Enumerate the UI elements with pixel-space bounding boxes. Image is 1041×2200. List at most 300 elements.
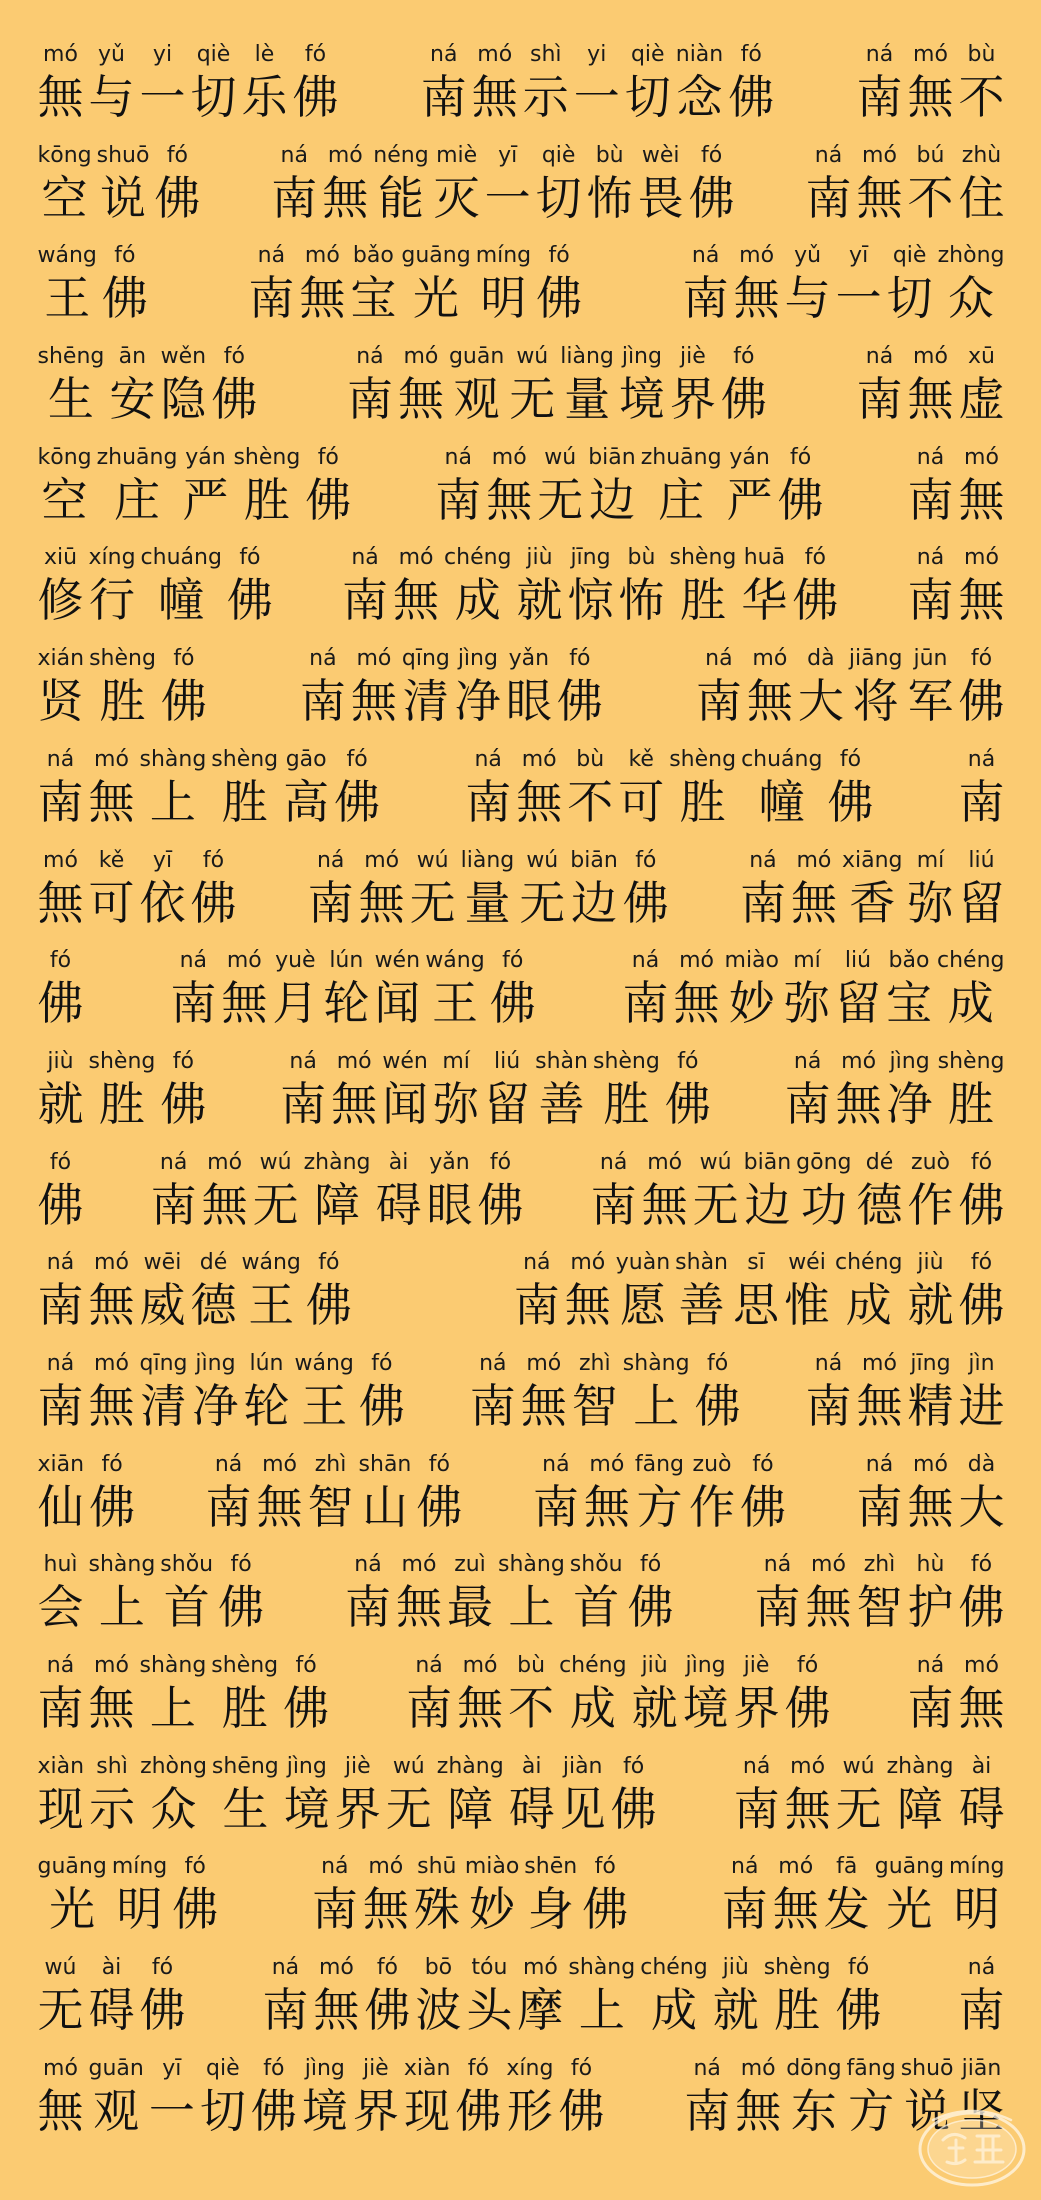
ruby-cell xyxy=(530,1450,581,1534)
ruby-cell xyxy=(588,1148,639,1232)
text-line xyxy=(35,342,1007,443)
ruby-cell xyxy=(638,443,724,527)
hanzi-character: 南 xyxy=(958,774,1005,829)
ruby-cell xyxy=(203,1450,254,1534)
ruby-cell xyxy=(418,40,469,124)
ruby-cell xyxy=(340,543,391,627)
pinyin-syllable: shēng xyxy=(37,344,105,370)
ruby-cell xyxy=(833,946,884,1030)
hanzi-character: 善 xyxy=(678,1278,725,1333)
ruby-cell xyxy=(639,1148,690,1232)
hanzi-character: 一 xyxy=(484,170,531,225)
ruby-cell xyxy=(371,141,431,225)
ruby-cell xyxy=(956,141,1007,225)
ruby-cell xyxy=(761,1953,833,2037)
pinyin-syllable: dé xyxy=(199,1250,228,1276)
hanzi-character: 無 xyxy=(358,875,405,930)
pinyin-syllable: mó xyxy=(811,1552,846,1578)
pinyin-syllable: xiàn xyxy=(403,2055,451,2081)
pinyin-syllable: ná xyxy=(731,1854,759,1880)
hanzi-character: 南 xyxy=(262,1983,309,2038)
ruby-cell xyxy=(569,1349,620,1433)
ruby-cell xyxy=(770,1852,821,1936)
hanzi-character: 量 xyxy=(564,372,611,427)
pinyin-syllable: jiù xyxy=(917,1250,944,1276)
pinyin-syllable: yī xyxy=(498,142,518,168)
pinyin-syllable: mó xyxy=(752,646,788,672)
hanzi-character: 上 xyxy=(149,1681,196,1735)
pinyin-syllable: shēng xyxy=(211,1753,279,1779)
pinyin-syllable: fó xyxy=(230,1552,252,1578)
pinyin-syllable: mó xyxy=(318,1955,354,1981)
ruby-cell xyxy=(86,1953,137,2037)
hanzi-character: 胜 xyxy=(948,1076,995,1131)
hanzi-character: 首 xyxy=(573,1580,620,1635)
hanzi-character: 無 xyxy=(299,271,346,326)
ruby-cell xyxy=(782,1248,833,1332)
hanzi-character: 無 xyxy=(907,70,954,124)
ruby-cell xyxy=(399,241,473,325)
pinyin-syllable: mó xyxy=(526,1350,562,1376)
pinyin-syllable: ná xyxy=(793,1048,822,1074)
pinyin-syllable: ná xyxy=(523,1250,551,1276)
hanzi-character: 無 xyxy=(746,674,793,729)
ruby-cell xyxy=(514,745,565,829)
pinyin-syllable: fó xyxy=(970,1149,993,1175)
ruby-cell xyxy=(580,1852,631,1936)
hanzi-character: 佛 xyxy=(139,1983,186,2038)
ruby-cell xyxy=(431,1047,482,1131)
ruby-cell xyxy=(956,1148,1007,1232)
buddha-name-phrase xyxy=(35,1852,221,1936)
ruby-cell xyxy=(35,1752,87,1836)
hanzi-character: 作 xyxy=(689,1479,736,1534)
ruby-cell xyxy=(99,241,150,325)
ruby-cell xyxy=(395,342,446,426)
pinyin-syllable: dōng xyxy=(786,2055,842,2081)
hanzi-character: 德 xyxy=(190,1278,237,1333)
pinyin-syllable: liú xyxy=(494,1048,521,1074)
pinyin-syllable: mó xyxy=(964,1653,999,1678)
hanzi-character: 众 xyxy=(948,271,995,326)
ruby-cell xyxy=(35,2054,86,2138)
ruby-cell xyxy=(833,1752,884,1836)
ruby-cell xyxy=(348,644,399,728)
hanzi-character: 無 xyxy=(805,1580,852,1635)
hanzi-character: 南 xyxy=(346,372,393,427)
pinyin-syllable: fó xyxy=(202,847,225,873)
buddha-name-phrase xyxy=(35,1651,332,1735)
hanzi-character: 佛 xyxy=(37,1177,84,1232)
buddha-name-phrase xyxy=(269,141,737,225)
hanzi-character: 佛 xyxy=(582,1882,629,1937)
hanzi-character: 上 xyxy=(633,1378,680,1433)
ruby-cell xyxy=(854,141,905,225)
hanzi-character: 南 xyxy=(150,1177,197,1232)
pinyin-syllable: jiàn xyxy=(562,1753,603,1779)
ruby-cell xyxy=(533,141,584,225)
ruby-cell xyxy=(825,745,876,829)
pinyin-syllable: ná xyxy=(289,1048,317,1074)
hanzi-character: 众 xyxy=(150,1781,197,1836)
ruby-cell xyxy=(905,1248,956,1332)
pinyin-syllable: mó xyxy=(679,948,714,974)
ruby-cell xyxy=(803,1349,854,1433)
ruby-cell xyxy=(362,1953,413,2037)
hanzi-character: 無 xyxy=(221,976,268,1031)
text-line xyxy=(35,1752,1007,1853)
hanzi-character: 南 xyxy=(37,774,84,829)
pinyin-syllable: shuō xyxy=(96,142,150,168)
pinyin-syllable: ná xyxy=(542,1451,570,1477)
pinyin-syllable: mí xyxy=(442,1048,470,1074)
hanzi-character: 無 xyxy=(784,1781,831,1836)
hanzi-character: 留 xyxy=(484,1076,531,1131)
ruby-cell xyxy=(462,1852,521,1936)
pinyin-syllable: guāng xyxy=(37,1854,107,1880)
ruby-cell xyxy=(231,443,303,527)
hanzi-character: 無 xyxy=(856,170,903,225)
ruby-cell xyxy=(281,1651,332,1735)
ruby-cell xyxy=(935,241,1007,325)
ruby-cell xyxy=(197,2054,248,2138)
ruby-cell xyxy=(506,1651,557,1735)
hanzi-character: 無 xyxy=(958,472,1005,527)
hanzi-character: 佛 xyxy=(792,573,839,628)
ruby-cell xyxy=(731,1651,782,1735)
pinyin-syllable: wáng xyxy=(294,1350,354,1376)
hanzi-character: 南 xyxy=(682,271,729,326)
ruby-cell xyxy=(248,2054,299,2138)
pinyin-syllable: mó xyxy=(841,1048,877,1074)
hanzi-character: 可 xyxy=(88,875,135,930)
ruby-cell xyxy=(241,1349,292,1433)
hanzi-character: 幢 xyxy=(158,573,205,628)
pinyin-syllable: jiù xyxy=(47,1048,74,1074)
hanzi-character: 無 xyxy=(907,372,954,427)
ruby-cell xyxy=(35,1349,86,1433)
ruby-cell xyxy=(511,1248,562,1332)
ruby-cell xyxy=(956,1550,1007,1634)
hanzi-character: 现 xyxy=(37,1781,84,1836)
pinyin-syllable: mó xyxy=(522,1955,558,1981)
ruby-cell xyxy=(452,644,503,728)
hanzi-character: 边 xyxy=(588,472,635,527)
ruby-cell xyxy=(833,1248,905,1332)
ruby-cell xyxy=(956,846,1007,930)
ruby-cell xyxy=(311,1953,362,2037)
ruby-cell xyxy=(482,1047,533,1131)
pinyin-syllable: bù xyxy=(967,42,996,67)
hanzi-character: 無 xyxy=(256,1479,303,1534)
ruby-cell xyxy=(216,1550,267,1634)
pinyin-syllable: mó xyxy=(570,1250,606,1276)
hanzi-character: 佛 xyxy=(958,1177,1005,1232)
ruby-cell xyxy=(455,1651,506,1735)
ruby-cell xyxy=(692,1349,743,1433)
hanzi-character: 無 xyxy=(322,170,369,225)
pinyin-syllable: shèng xyxy=(763,1955,831,1981)
hanzi-character: 方 xyxy=(636,1479,683,1534)
hanzi-character: 南 xyxy=(733,1781,780,1836)
hanzi-character: 成 xyxy=(454,573,501,628)
pinyin-syllable: mó xyxy=(226,948,262,974)
hanzi-character: 南 xyxy=(754,1580,801,1635)
ruby-cell xyxy=(905,1550,956,1634)
pinyin-syllable: fó xyxy=(304,42,327,67)
ruby-cell xyxy=(239,1248,303,1332)
pinyin-syllable: yuàn xyxy=(615,1250,671,1276)
pinyin-syllable: wén xyxy=(374,948,421,974)
buddha-name-phrase xyxy=(35,644,209,728)
ruby-cell xyxy=(782,1752,833,1836)
hanzi-character: 护 xyxy=(907,1580,954,1635)
hanzi-character: 佛 xyxy=(37,976,84,1031)
ruby-cell xyxy=(209,342,260,426)
hanzi-character: 智 xyxy=(307,1479,354,1534)
ruby-cell xyxy=(956,1651,1007,1735)
hanzi-character: 依 xyxy=(139,875,186,930)
ruby-cell xyxy=(35,745,86,829)
ruby-cell xyxy=(821,1852,872,1936)
ruby-cell xyxy=(625,1550,676,1634)
ruby-cell xyxy=(782,1651,833,1735)
hanzi-character: 成 xyxy=(845,1278,892,1333)
hanzi-character: 南 xyxy=(170,976,217,1031)
ruby-cell xyxy=(109,1852,169,1936)
hanzi-character: 首 xyxy=(163,1580,210,1635)
pinyin-syllable: miào xyxy=(724,948,779,974)
buddha-name-phrase xyxy=(588,1148,1007,1232)
hanzi-character: 南 xyxy=(513,1278,560,1333)
hanzi-character: 無 xyxy=(313,1983,360,2038)
pinyin-syllable: wú xyxy=(544,444,577,470)
ruby-cell xyxy=(518,1349,569,1433)
hanzi-character: 无 xyxy=(692,1177,739,1232)
ruby-cell xyxy=(638,1953,710,2037)
ruby-cell xyxy=(209,1752,281,1836)
pinyin-syllable: shuō xyxy=(900,2055,954,2081)
ruby-cell xyxy=(158,342,209,426)
ruby-cell xyxy=(884,241,935,325)
pinyin-syllable: guān xyxy=(88,2055,144,2081)
pinyin-syllable: fó xyxy=(184,1854,206,1880)
text-line xyxy=(35,1349,1007,1450)
pinyin-syllable: fó xyxy=(239,545,261,571)
buddha-name-phrase xyxy=(731,1752,1007,1836)
ruby-cell xyxy=(86,1047,158,1131)
buddha-name-phrase xyxy=(35,1752,659,1836)
hanzi-character: 無 xyxy=(790,875,837,930)
ruby-cell xyxy=(158,1047,209,1131)
pinyin-syllable: kě xyxy=(628,746,654,772)
hanzi-character: 虚 xyxy=(958,372,1005,427)
hanzi-character: 佛 xyxy=(218,1580,265,1635)
pinyin-syllable: jūn xyxy=(913,646,948,672)
ruby-cell xyxy=(35,1248,86,1332)
ruby-cell xyxy=(332,745,383,829)
pinyin-syllable: yán xyxy=(185,444,226,470)
text-line xyxy=(35,543,1007,644)
pinyin-syllable: wú xyxy=(516,344,549,370)
pinyin-syllable: fó xyxy=(114,243,136,269)
pinyin-syllable: jiāng xyxy=(848,646,903,672)
hanzi-character: 胜 xyxy=(679,774,726,829)
pinyin-syllable: fó xyxy=(569,646,591,672)
ruby-cell xyxy=(571,40,622,124)
pinyin-syllable: ná xyxy=(693,2055,721,2081)
ruby-cell xyxy=(662,1047,713,1131)
pinyin-syllable: fó xyxy=(49,948,72,974)
hanzi-character: 王 xyxy=(432,976,478,1031)
pinyin-syllable: ài xyxy=(101,1955,122,1981)
hanzi-character: 无 xyxy=(519,875,566,930)
pinyin-syllable: ná xyxy=(865,42,894,67)
hanzi-character: 佛 xyxy=(305,1278,352,1333)
ruby-cell xyxy=(632,1450,686,1534)
ruby-cell xyxy=(504,2054,556,2138)
hanzi-character: 佛 xyxy=(627,1580,674,1635)
hanzi-character: 眼 xyxy=(426,1177,473,1232)
ruby-cell xyxy=(35,40,86,124)
buddha-name-phrase xyxy=(956,1953,1007,2037)
pinyin-syllable: wú xyxy=(416,847,449,873)
ruby-cell xyxy=(413,1953,464,2037)
hanzi-character: 生 xyxy=(47,372,94,427)
hanzi-character: 境 xyxy=(682,1681,729,1735)
pinyin-syllable: mó xyxy=(796,847,832,873)
hanzi-character: 佛 xyxy=(416,1479,463,1534)
ruby-cell xyxy=(567,1550,625,1634)
ruby-cell xyxy=(947,1852,1007,1936)
buddha-name-phrase xyxy=(782,1047,1007,1131)
pinyin-syllable: zuì xyxy=(454,1552,486,1578)
ruby-cell xyxy=(35,443,94,527)
ruby-cell xyxy=(190,1349,241,1433)
pinyin-syllable: mó xyxy=(356,646,392,672)
buddha-name-phrase xyxy=(905,543,1007,627)
hanzi-character: 佛 xyxy=(250,2083,297,2138)
pinyin-syllable: guāng xyxy=(401,243,471,269)
ruby-cell xyxy=(199,1148,250,1232)
hanzi-character: 無 xyxy=(362,1882,409,1937)
pinyin-syllable: fó xyxy=(640,1552,662,1578)
pinyin-syllable: jiù xyxy=(722,1955,749,1981)
hanzi-character: 碍 xyxy=(508,1781,555,1836)
ruby-cell xyxy=(680,241,731,325)
pinyin-syllable: fó xyxy=(263,2055,285,2081)
hanzi-character: 留 xyxy=(958,875,1005,930)
pinyin-syllable: mó xyxy=(862,1350,897,1376)
pinyin-syllable: wú xyxy=(44,1955,77,1981)
hanzi-character: 佛 xyxy=(305,472,352,527)
pinyin-syllable: fó xyxy=(752,1451,774,1477)
ruby-cell xyxy=(739,745,825,829)
pinyin-syllable: mó xyxy=(589,1451,625,1477)
hanzi-character: 佛 xyxy=(358,1378,405,1433)
buddha-name-phrase xyxy=(35,241,150,325)
buddha-name-phrase xyxy=(693,644,1007,728)
hanzi-character: 南 xyxy=(805,1378,852,1433)
hanzi-character: 上 xyxy=(149,774,196,829)
pinyin-syllable: fāng xyxy=(846,2055,896,2081)
pinyin-syllable: ná xyxy=(865,1451,894,1477)
hanzi-character: 弥 xyxy=(907,875,954,930)
buddha-name-phrase xyxy=(278,1047,714,1131)
pinyin-syllable: zhàng xyxy=(436,1753,504,1779)
ruby-cell xyxy=(188,846,239,930)
ruby-cell xyxy=(905,443,956,527)
pinyin-syllable: ná xyxy=(356,344,384,370)
pinyin-syllable: míng xyxy=(475,243,532,269)
pinyin-syllable: ná xyxy=(967,746,996,772)
pinyin-syllable: shèng xyxy=(211,1653,279,1678)
ruby-cell xyxy=(411,1852,462,1936)
pinyin-syllable: jìng xyxy=(685,1653,726,1678)
hanzi-character: 宝 xyxy=(886,976,932,1031)
ruby-cell xyxy=(35,644,87,728)
pinyin-syllable: wú xyxy=(842,1753,875,1779)
pinyin-syllable: shàng xyxy=(498,1552,565,1578)
pinyin-syllable: ná xyxy=(321,1854,349,1880)
ruby-cell xyxy=(475,1148,526,1232)
buddha-name-phrase xyxy=(309,1852,630,1936)
pinyin-syllable: jìn xyxy=(968,1350,995,1376)
pinyin-syllable: fó xyxy=(467,2055,490,2081)
hanzi-character: 成 xyxy=(569,1681,616,1735)
ruby-cell xyxy=(839,846,905,930)
pinyin-syllable: shàng xyxy=(139,1653,207,1678)
pinyin-syllable: biān xyxy=(588,444,636,470)
hanzi-character: 就 xyxy=(712,1983,759,2038)
pinyin-syllable: fó xyxy=(173,646,195,672)
ruby-cell xyxy=(744,644,795,728)
ruby-cell xyxy=(137,1349,190,1433)
hanzi-character: 弥 xyxy=(433,1076,480,1131)
ruby-cell xyxy=(404,1651,455,1735)
scripture-text xyxy=(35,40,1007,2154)
pinyin-syllable: mó xyxy=(964,545,999,571)
pinyin-syllable: shèng xyxy=(592,1048,660,1074)
hanzi-character: 無 xyxy=(88,1278,135,1333)
ruby-cell xyxy=(854,1349,905,1433)
ruby-cell xyxy=(401,2054,453,2138)
hanzi-character: 無 xyxy=(393,573,440,628)
hanzi-character: 南 xyxy=(684,2083,731,2138)
pinyin-syllable: ná xyxy=(763,1552,792,1578)
pinyin-syllable: fó xyxy=(151,1955,174,1981)
hanzi-character: 闻 xyxy=(382,1076,429,1131)
pinyin-syllable: mó xyxy=(964,444,999,470)
hanzi-character: 修 xyxy=(37,573,84,628)
pinyin-syllable: zhàng xyxy=(886,1753,954,1779)
hanzi-character: 無 xyxy=(958,1681,1005,1735)
pinyin-syllable: zhuāng xyxy=(640,444,722,470)
ruby-cell xyxy=(321,946,372,1030)
pinyin-syllable: mó xyxy=(739,243,775,269)
ruby-cell xyxy=(680,1651,731,1735)
hanzi-character: 就 xyxy=(516,573,563,628)
ruby-cell xyxy=(137,846,188,930)
ruby-cell xyxy=(533,1047,591,1131)
buddha-name-phrase xyxy=(246,241,585,325)
hanzi-character: 月 xyxy=(272,976,319,1031)
pinyin-syllable: shèng xyxy=(88,1048,156,1074)
ruby-cell xyxy=(138,543,224,627)
ruby-cell xyxy=(356,846,407,930)
ruby-cell xyxy=(434,1752,506,1836)
ruby-cell xyxy=(350,2054,401,2138)
